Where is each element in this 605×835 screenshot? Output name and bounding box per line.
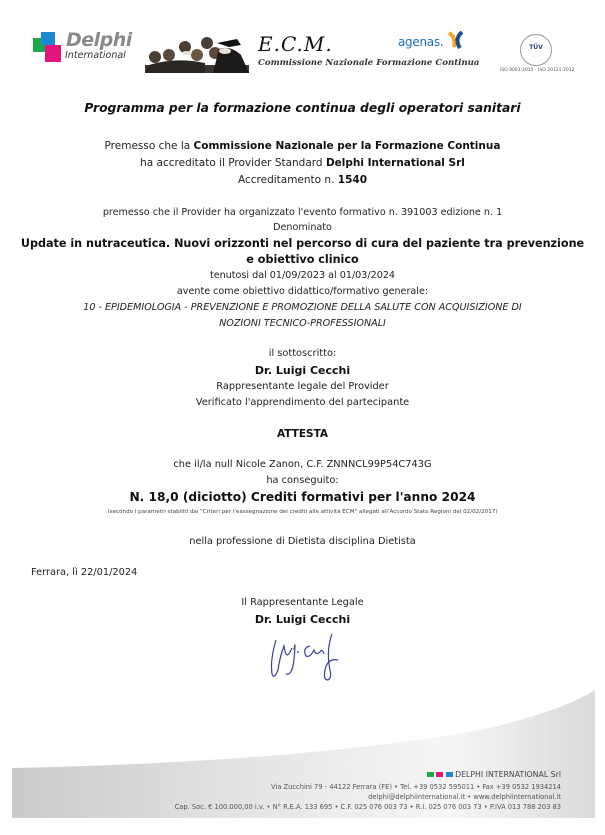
event-line: premesso che il Provider ha organizzato l'evento formativo n. 391003 edizione n. 1 [102,207,503,218]
event-name-line-2: e obiettivo clinico [246,253,359,266]
footer-company [427,770,561,779]
provider-name: Delphi International Srl [325,157,465,169]
premise-line-2 [0,156,605,170]
objective-line-2: NOZIONI TECNICO-PROFESSIONALI [219,318,386,329]
footer-address: Via Zucchini 79 - 44122 Ferrara (FE) • Tel. +39 0532 595011 • Fax +39 0532 1934214 [271,783,561,791]
credits-awarded: N. 18,0 (diciotto) Crediti formativi per l'anno 2024 [129,490,476,504]
footer-legal-info: Cap. Soc. € 100.000,00 i.v. • N° R.E.A. 133 695 • C.F. 025 076 003 73 • R.I. 025 076 003 73 • P.IVA 013 788 203 83 [174,803,561,811]
signatory-role: Rappresentante legale del Provider [216,381,389,392]
premise-prefix: Premesso che la [104,140,191,152]
document-title: Programma per la formazione continua degli operatori sanitari [84,101,521,115]
event-dates: tenutosi dal 01/09/2023 al 01/03/2024 [209,270,396,281]
signature-name: Dr. Luigi Cecchi [254,613,351,626]
event-named-label: Denominato [273,222,332,233]
tuv-certification-badge [520,34,552,66]
premise-line-1 [0,139,605,153]
commission-name: Commissione Nazionale per la Formazione Continua [193,140,501,152]
credits-criteria-note: (secondo i parametri stabiliti dai "Criteri per l'eassegnazione dei crediti alle attività ECM" allegati all'Accordo Stato Regioni del 02/02/2017) [107,509,498,515]
accreditation-number: 1540 [337,174,368,186]
attests-heading: ATTESTA [276,428,329,440]
obtained-label: ha conseguito: [266,475,339,486]
provider-prefix: ha accreditato il Provider Standard [140,157,323,169]
agenas-logo [398,31,464,50]
footer-company-name: DELPHI INTERNATIONAL Srl [455,770,561,779]
ecm-logo-title: E.C.M. [258,32,333,56]
profession-line: nella professione di Dietista disciplina Dietista [189,536,416,547]
signatory-name: Dr. Luigi Cecchi [254,364,351,377]
signature-icon [262,630,342,682]
premise-line-3 [0,173,605,187]
footer-contacts: delphi@delphiinternational.it • www.delphiinternational.it [368,793,561,801]
signatory-label: il sottoscritto: [268,348,337,359]
accreditation-prefix: Accreditamento n. [237,174,335,186]
participant-line: che il/la null Nicole Zanon, C.F. ZNNNCL99P54C743G [173,459,432,470]
iso-caption: ISO 9001:2015 - ISO 20121:2012 [500,68,575,73]
objective-line-1: 10 - EPIDEMIOLOGIA - PREVENZIONE E PROMOZIONE DELLA SALUTE CON ACQUISIZIONE DI [83,302,522,313]
handwritten-signature [262,630,342,686]
tuv-mark: TÜV [529,44,543,51]
agenas-logo-text: agenas. [398,35,444,49]
ecm-anatomy-lesson-image [145,35,249,73]
signature-label: Il Rappresentante Legale [241,597,364,608]
delphi-logo-word: Delphi [66,29,132,51]
delphi-logo-subword: International [65,50,126,61]
delphi-international-logo [33,29,132,64]
place-date: Ferrara, lì 22/01/2024 [31,567,138,578]
verification-statement: Verificato l'apprendimento del partecipante [195,397,410,408]
ecm-logo-subtitle: Commissione Nazionale Formazione Continua [258,58,480,68]
event-name-line-1: Update in nutraceutica. Nuovi orizzonti nel percorso di cura del paziente tra prevenzione [20,237,585,250]
footer-squares-icon [427,770,455,779]
agenas-mark-icon [448,31,464,49]
objective-label: avente come obiettivo didattico/formativo generale: [176,286,429,297]
